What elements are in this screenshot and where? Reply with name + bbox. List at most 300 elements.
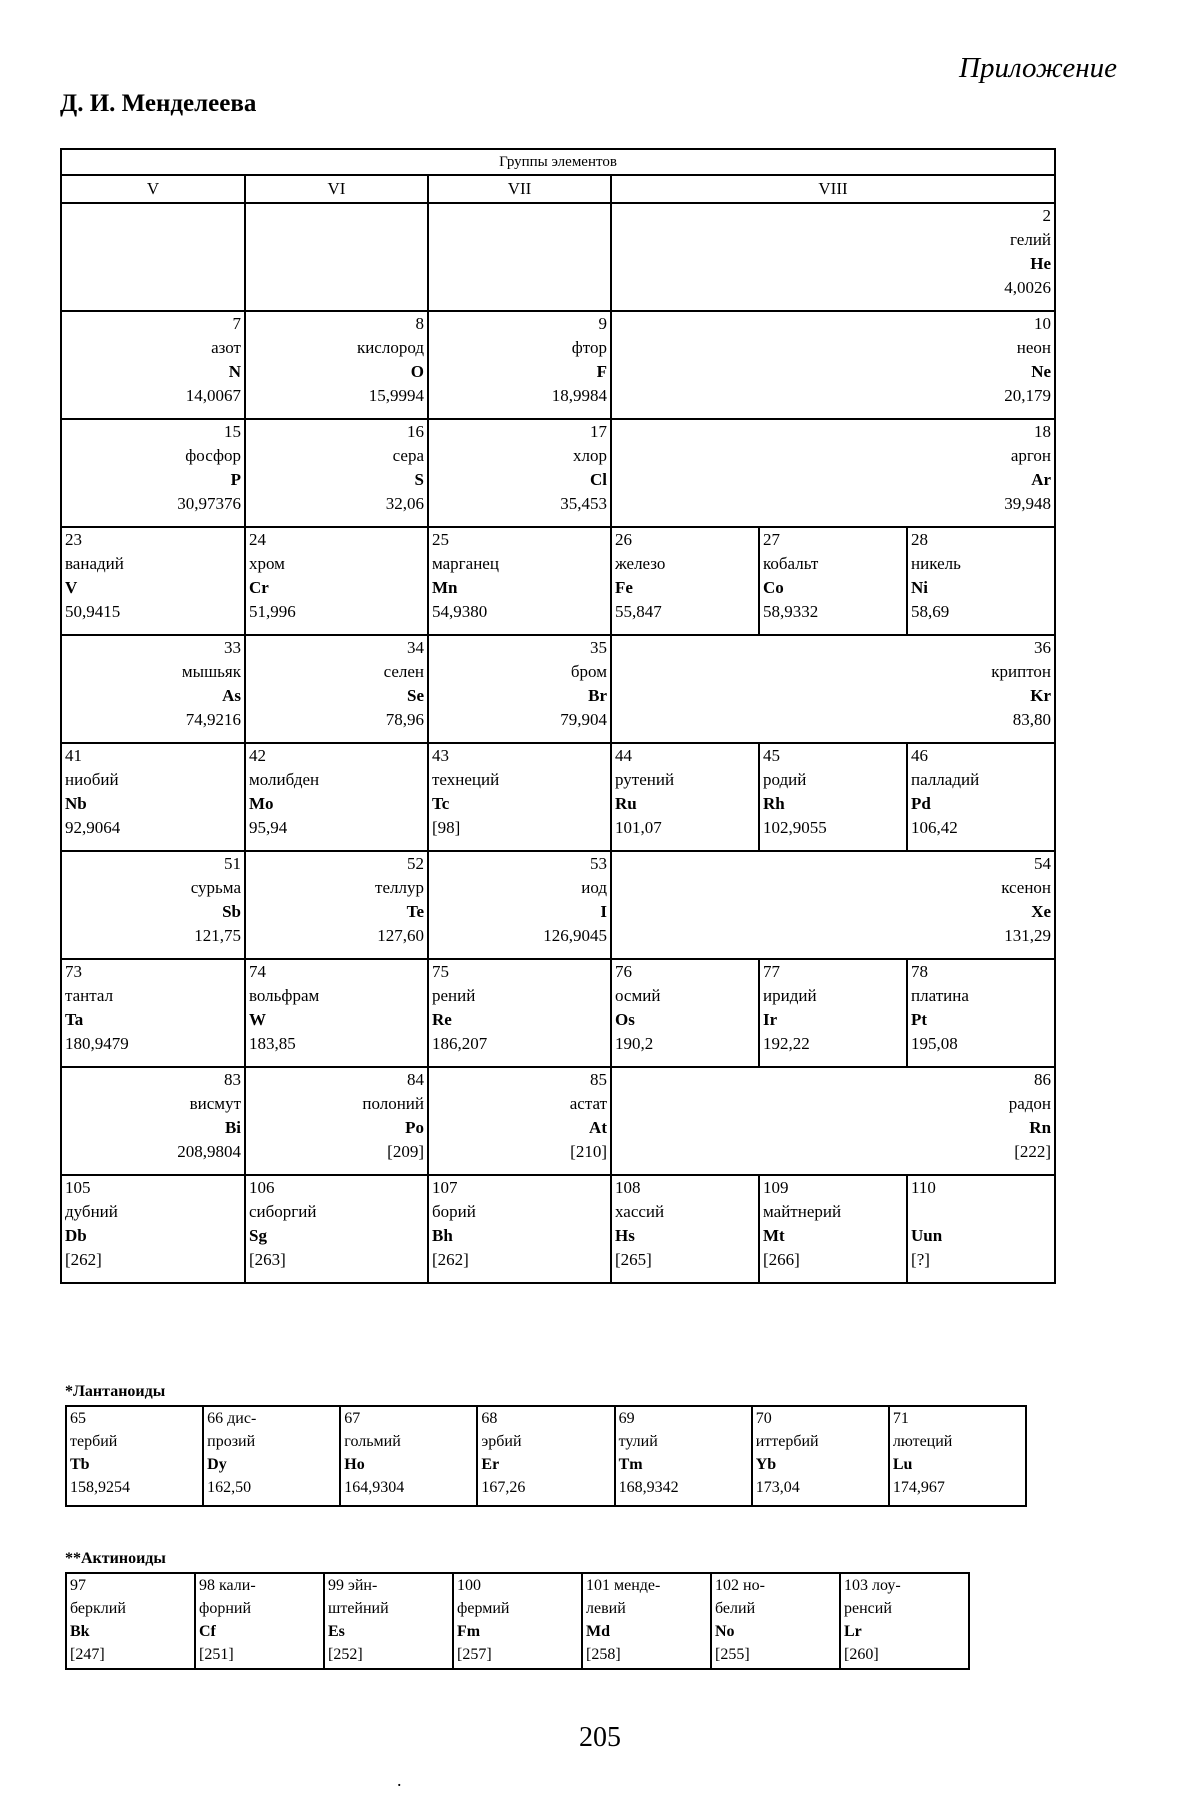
element-cell [611, 419, 1055, 527]
element-cell [61, 743, 245, 851]
element-name [911, 1200, 1051, 1224]
element-num: 84 [407, 1070, 424, 1089]
element-num: 35 [590, 638, 607, 657]
element-name: иттербий [755, 1433, 819, 1450]
element-num: 83 [224, 1070, 241, 1089]
element-sym: Sg [249, 1226, 267, 1245]
element-mass: 32,06 [385, 494, 424, 513]
table-row [61, 419, 1055, 527]
element-mass: 51,996 [249, 602, 296, 621]
element-sym: Ir [763, 1010, 778, 1029]
element-name: висмут [189, 1094, 241, 1113]
element-num: 51 [224, 854, 241, 873]
element-subcell [612, 744, 758, 850]
element-mass: [266] [763, 1250, 800, 1269]
element-name: тантал [65, 986, 114, 1005]
element-num: 16 [407, 422, 424, 441]
element-cell [245, 635, 428, 743]
element-name: хассий [615, 1202, 665, 1221]
element-name: гольмий [344, 1433, 401, 1450]
element-cell [61, 311, 245, 419]
element-name: кобальт [763, 554, 819, 573]
element-sym: Co [763, 578, 784, 597]
element-num: 43 [432, 746, 449, 765]
element-sym: Os [615, 1010, 635, 1029]
element-name: марганец [432, 554, 499, 573]
table-row [61, 851, 1055, 959]
element-name: фосфор [185, 446, 241, 465]
element-mass: 131,29 [1004, 926, 1052, 945]
element-num: 17 [590, 422, 607, 441]
element-mass: 162,50 [207, 1479, 252, 1496]
speck: . [397, 1770, 402, 1790]
element-mass: 121,75 [194, 926, 241, 945]
element-sym: Re [432, 1010, 452, 1029]
element-name: рений [432, 986, 476, 1005]
group-label: VI [245, 175, 428, 203]
element-cell [66, 1573, 195, 1669]
table-row [61, 527, 1055, 635]
element-cell [428, 527, 611, 635]
element-mass: 92,9064 [65, 818, 121, 837]
element-num: 45 [763, 746, 781, 765]
element-cell [711, 1573, 840, 1669]
element-num: 33 [224, 638, 241, 657]
element-name: хлор [573, 446, 607, 465]
element-name: фтор [571, 338, 607, 357]
element-mass: [263] [249, 1250, 286, 1269]
table-row [61, 743, 1055, 851]
element-mass: 180,9479 [65, 1034, 129, 1053]
element-mass: [262] [432, 1250, 469, 1269]
element-sym: Bh [432, 1226, 453, 1245]
group-viii-cell [611, 743, 1055, 851]
group-viii-cell [611, 1175, 1055, 1283]
element-cell [195, 1573, 324, 1669]
element-mass: 14,0067 [185, 386, 241, 405]
element-name: сиборгий [249, 1202, 317, 1221]
element-cell [61, 635, 245, 743]
element-subcell [906, 960, 1054, 1066]
element-name: мышьяк [181, 662, 241, 681]
header-appendix: Приложение [959, 52, 1117, 84]
element-name: технеций [432, 770, 500, 789]
element-sym: Hs [615, 1226, 635, 1245]
group-viii-cell [611, 527, 1055, 635]
element-name: азот [211, 338, 241, 357]
element-num: 71 [892, 1410, 909, 1427]
element-cell [203, 1406, 340, 1506]
element-cell [428, 1175, 611, 1283]
element-mass: 35,453 [560, 494, 607, 513]
element-num: 110 [911, 1178, 936, 1197]
element-sym: At [589, 1118, 607, 1137]
element-cell [324, 1573, 453, 1669]
element-sym: Cl [590, 470, 607, 489]
group-label: VIII [611, 175, 1055, 203]
element-mass: [210] [570, 1142, 607, 1161]
element-sym: Mo [249, 794, 274, 813]
element-cell [428, 203, 611, 311]
element-mass: 167,26 [481, 1479, 526, 1496]
element-mass: [260] [844, 1646, 879, 1663]
element-sym: Ar [1031, 470, 1052, 489]
element-num: 108 [615, 1178, 641, 1197]
element-mass: 127,60 [377, 926, 424, 945]
element-cell [428, 1067, 611, 1175]
element-sym: V [65, 578, 78, 597]
element-mass: [247] [70, 1646, 105, 1663]
element-name: тербий [70, 1433, 118, 1450]
element-num: 73 [65, 962, 82, 981]
element-sym: Pd [911, 794, 931, 813]
table-row [61, 1067, 1055, 1175]
element-num: 86 [1034, 1070, 1052, 1089]
element-sym: No [715, 1623, 735, 1640]
element-sym: Te [406, 902, 424, 921]
element-num: 85 [590, 1070, 607, 1089]
header-title: Д. И. Менделеева [60, 90, 257, 117]
table-row [61, 311, 1055, 419]
element-mass: [209] [387, 1142, 424, 1161]
element-num: 103 лоу- [844, 1577, 901, 1594]
element-mass: [255] [715, 1646, 750, 1663]
element-sym: O [410, 362, 424, 381]
element-num: 109 [763, 1178, 789, 1197]
element-sym: Fe [615, 578, 633, 597]
element-name: иридий [763, 986, 817, 1005]
element-cell [752, 1406, 889, 1506]
element-num: 67 [344, 1410, 361, 1427]
element-cell [245, 1175, 428, 1283]
element-mass: 158,9254 [70, 1479, 130, 1496]
element-num: 18 [1034, 422, 1052, 441]
element-sym: He [1030, 254, 1052, 273]
element-sym: Se [407, 686, 424, 705]
element-cell [245, 419, 428, 527]
element-name: дубний [65, 1202, 118, 1221]
element-cell [428, 635, 611, 743]
element-name: берклий [70, 1600, 126, 1617]
element-name: вольфрам [249, 986, 320, 1005]
element-sym: Ru [615, 794, 637, 813]
element-num: 8 [415, 314, 424, 333]
group-viii-cell [611, 959, 1055, 1067]
element-cell [61, 959, 245, 1067]
element-name: ниобий [65, 770, 119, 789]
element-sym: F [596, 362, 607, 381]
element-subcell [612, 960, 758, 1066]
element-cell [61, 851, 245, 959]
element-mass: [252] [328, 1646, 363, 1663]
element-cell [615, 1406, 752, 1506]
element-cell [245, 311, 428, 419]
element-num: 26 [615, 530, 632, 549]
element-num: 98 кали- [199, 1577, 256, 1594]
element-num: 41 [65, 746, 82, 765]
element-sym: Tm [618, 1456, 643, 1473]
element-mass: 18,9984 [551, 386, 607, 405]
element-name: иод [581, 878, 607, 897]
table-row [61, 1175, 1055, 1283]
element-mass: 126,9045 [543, 926, 607, 945]
element-subcell [758, 1176, 906, 1282]
element-cell [245, 203, 428, 311]
element-cell [245, 743, 428, 851]
element-sym: Ta [65, 1010, 84, 1029]
element-num: 65 [70, 1410, 86, 1427]
lanthanides-title: *Лантаноиды [65, 1383, 166, 1400]
element-name: сера [392, 446, 424, 465]
element-name: фермий [457, 1600, 510, 1617]
element-name: тулий [618, 1433, 658, 1450]
element-mass: [262] [65, 1250, 102, 1269]
element-mass: [222] [1014, 1142, 1052, 1161]
element-cell [61, 419, 245, 527]
element-sym: Tc [432, 794, 450, 813]
element-name: форний [199, 1600, 252, 1617]
element-sym: Rh [763, 794, 785, 813]
element-mass: 164,9304 [344, 1479, 405, 1496]
element-cell [340, 1406, 477, 1506]
element-num: 106 [249, 1178, 275, 1197]
element-sym: Es [328, 1623, 345, 1640]
element-cell [428, 419, 611, 527]
element-cell [889, 1406, 1026, 1506]
table-row [61, 959, 1055, 1067]
element-num: 23 [65, 530, 82, 549]
element-name: радон [1008, 1094, 1052, 1113]
element-num: 66 дис- [207, 1410, 257, 1427]
element-name: борий [432, 1202, 476, 1221]
element-num: 101 менде- [586, 1577, 661, 1594]
element-num: 2 [1042, 206, 1052, 225]
element-cell [66, 1406, 203, 1506]
element-sym: Br [588, 686, 607, 705]
element-sym: Md [586, 1623, 610, 1640]
element-num: 75 [432, 962, 449, 981]
element-sym: Sb [222, 902, 241, 921]
element-cell [840, 1573, 969, 1669]
element-sym: Kr [1030, 686, 1052, 705]
element-mass: [?] [911, 1250, 930, 1269]
element-name: хром [249, 554, 285, 573]
element-sym: Mn [432, 578, 458, 597]
element-name: рутений [615, 770, 675, 789]
element-num: 10 [1034, 314, 1052, 333]
element-name: прозий [207, 1433, 256, 1450]
element-name: сурьма [190, 878, 241, 897]
element-name: майтнерий [763, 1202, 842, 1221]
element-num: 25 [432, 530, 449, 549]
element-mass: 78,96 [385, 710, 424, 729]
element-cell [582, 1573, 711, 1669]
element-cell [611, 311, 1055, 419]
element-cell [428, 743, 611, 851]
element-mass: 58,9332 [763, 602, 819, 621]
element-sym: Bi [224, 1118, 241, 1137]
element-mass: 50,9415 [65, 602, 121, 621]
element-sym: Pt [911, 1010, 928, 1029]
element-cell [245, 527, 428, 635]
element-num: 102 но- [715, 1577, 765, 1594]
element-subcell [906, 528, 1054, 634]
element-mass: 39,948 [1004, 494, 1052, 513]
element-mass: 168,9342 [618, 1479, 679, 1496]
element-num: 28 [911, 530, 929, 549]
element-sym: Ho [344, 1456, 365, 1473]
element-cell [245, 1067, 428, 1175]
groups-title: Группы элементов [61, 149, 1055, 175]
element-name: эрбий [481, 1433, 522, 1450]
element-mass: [257] [457, 1646, 492, 1663]
element-cell [61, 1067, 245, 1175]
element-name: ксенон [1001, 878, 1052, 897]
element-num: 97 [70, 1577, 86, 1594]
element-mass: 30,97376 [177, 494, 241, 513]
element-num: 42 [249, 746, 266, 765]
element-mass: 54,9380 [432, 602, 488, 621]
element-sym: Bk [70, 1623, 90, 1640]
lanthanides-table [65, 1405, 1027, 1507]
element-name: молибден [249, 770, 320, 789]
element-name: гелий [1010, 230, 1052, 249]
group-label: VII [428, 175, 611, 203]
element-name: платина [911, 986, 969, 1005]
element-mass: 58,69 [911, 602, 950, 621]
element-cell [611, 851, 1055, 959]
element-cell [245, 959, 428, 1067]
element-mass: [265] [615, 1250, 652, 1269]
element-name: левий [586, 1600, 626, 1617]
element-subcell [758, 960, 906, 1066]
element-cell [611, 1067, 1055, 1175]
element-subcell [612, 1176, 758, 1282]
periodic-table [60, 148, 1056, 1284]
element-name: селен [383, 662, 424, 681]
element-num: 7 [232, 314, 241, 333]
element-sym: Yb [755, 1456, 777, 1473]
element-sym: Cr [249, 578, 269, 597]
element-name: кислород [356, 338, 424, 357]
element-num: 52 [407, 854, 424, 873]
element-sym: N [228, 362, 241, 381]
element-mass: 83,80 [1012, 710, 1052, 729]
element-name: белий [715, 1600, 756, 1617]
element-name: родий [763, 770, 807, 789]
element-num: 69 [618, 1410, 635, 1427]
element-mass: [98] [432, 818, 461, 837]
element-cell [453, 1573, 582, 1669]
element-mass: 101,07 [615, 818, 662, 837]
element-cell [428, 959, 611, 1067]
element-subcell [758, 528, 906, 634]
element-name: неон [1016, 338, 1052, 357]
element-mass: 174,967 [892, 1479, 945, 1496]
table-row [61, 635, 1055, 743]
element-mass: 195,08 [911, 1034, 958, 1053]
element-name: никель [911, 554, 961, 573]
element-num: 46 [911, 746, 929, 765]
element-mass: [258] [586, 1646, 621, 1663]
element-name: штейний [328, 1600, 389, 1617]
element-mass: 79,904 [560, 710, 607, 729]
element-mass: 74,9216 [185, 710, 241, 729]
element-sym: Lr [844, 1623, 862, 1640]
page-number: 205 [579, 1722, 621, 1753]
element-num: 15 [224, 422, 241, 441]
element-sym: Nb [65, 794, 87, 813]
element-sym: Er [481, 1456, 500, 1473]
element-cell [61, 1175, 245, 1283]
element-name: теллур [375, 878, 424, 897]
element-name: лютеций [892, 1433, 953, 1450]
element-sym: As [222, 686, 241, 705]
element-mass: 183,85 [249, 1034, 296, 1053]
element-name: осмий [615, 986, 661, 1005]
element-name: астат [569, 1094, 607, 1113]
element-sym: Tb [70, 1456, 90, 1473]
element-num: 44 [615, 746, 632, 765]
element-sym: Ne [1031, 362, 1052, 381]
element-sym: W [249, 1010, 266, 1029]
element-sym: Rn [1029, 1118, 1052, 1137]
actinides-table [65, 1572, 970, 1670]
element-num: 77 [763, 962, 781, 981]
element-sym: Cf [199, 1623, 216, 1640]
element-num: 99 эйн- [328, 1577, 378, 1594]
element-name: палладий [911, 770, 980, 789]
element-num: 105 [65, 1178, 91, 1197]
element-num: 53 [590, 854, 607, 873]
element-num: 68 [481, 1410, 498, 1427]
element-num: 107 [432, 1178, 458, 1197]
element-num: 27 [763, 530, 781, 549]
element-name: полоний [362, 1094, 424, 1113]
element-sym: P [230, 470, 241, 489]
table-row [61, 203, 1055, 311]
element-mass: 102,9055 [763, 818, 827, 837]
element-sym: S [414, 470, 424, 489]
element-name: ренсий [844, 1600, 892, 1617]
element-sym: Fm [457, 1623, 481, 1640]
element-mass: [251] [199, 1646, 234, 1663]
element-mass: 15,9994 [368, 386, 424, 405]
element-cell [428, 851, 611, 959]
element-subcell [758, 744, 906, 850]
element-mass: 95,94 [249, 818, 288, 837]
element-num: 74 [249, 962, 266, 981]
element-mass: 190,2 [615, 1034, 654, 1053]
element-num: 34 [407, 638, 424, 657]
element-sym: Po [405, 1118, 424, 1137]
group-label: V [61, 175, 245, 203]
element-num: 9 [598, 314, 607, 333]
element-mass: 192,22 [763, 1034, 810, 1053]
element-name: аргон [1010, 446, 1052, 465]
element-sym: Uun [911, 1226, 943, 1245]
element-num: 70 [755, 1410, 772, 1427]
element-mass: 20,179 [1004, 386, 1052, 405]
element-mass: 208,9804 [177, 1142, 241, 1161]
element-cell [611, 635, 1055, 743]
element-sym: Mt [763, 1226, 785, 1245]
element-name: ванадий [65, 554, 124, 573]
element-cell [61, 203, 245, 311]
element-sym: Dy [207, 1456, 227, 1473]
element-mass: 173,04 [755, 1479, 800, 1496]
element-name: криптон [991, 662, 1052, 681]
